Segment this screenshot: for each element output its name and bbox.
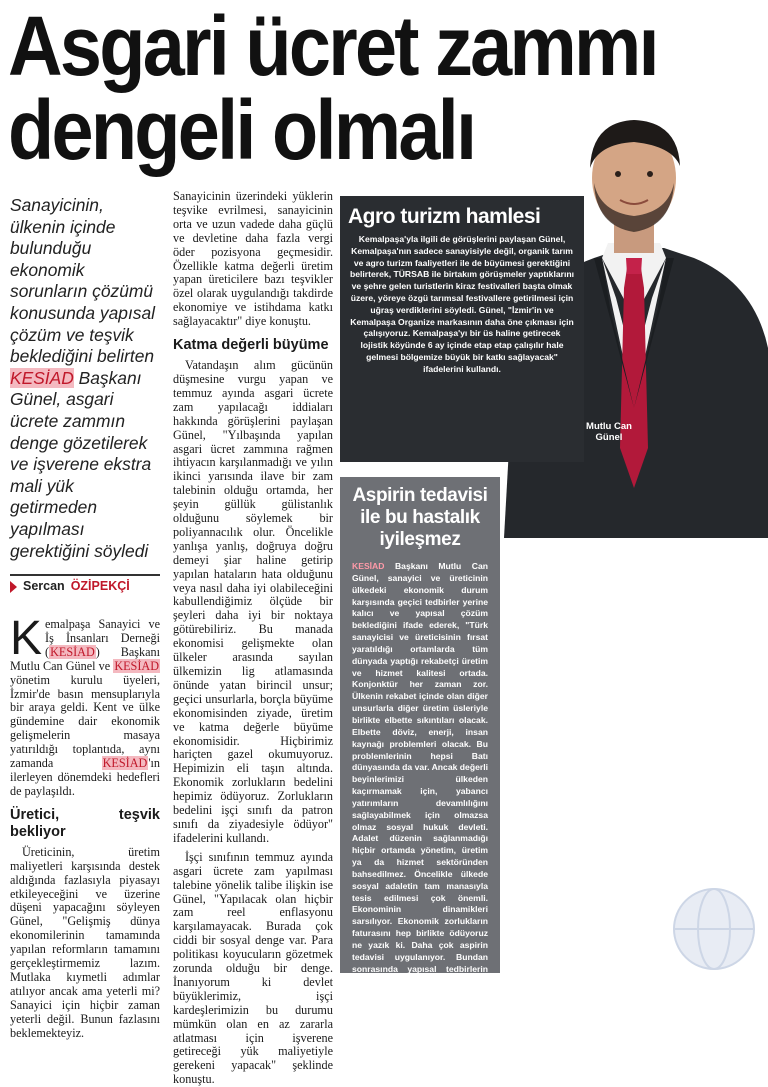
kesiad-highlight: KESİAD <box>10 367 74 388</box>
body-paragraph: Vatandaşın alım gücünün düşmesine vurgu yapan ve temmuz ayında asgari ücrete zam yapılacağı iddiaları hakkında görüşlerini paylaşan Günel, "Yılbaşında yapılan asgari ücret zammına rağmen ihtiyacın karşılanmadığı ve yılın ikinci yarısında ilave bir zam talebinin olduğu ortamda, her şeyin güllük gülistanlık olduğunu söylemek bir poliyannacılık olur. Öncelikle yanlışa yanlış, doğruya doğru demeyi şiar haline getirip yapılan hataların hata olduğunu veya nasıl daha iyi olabileceğini kabullendiğimiz ölçüde bir şeyleri daha iyi bir noktaya götürebiliriz. Bu manada ekonomisi gelişmekte olan ülkeler arasında sayılan ülkemizin lig atlamasında önünde yatan birincil unsur; geçici unsurlarla, borçla büyüme ekonomisinden ziyade, üretim ve katma değerle büyüme ekonomisidir. Hiçbirimiz hariçten gazel okumuyoruz. Hepimizin eli taşın altında. Ekonomik zorlukların bedelini hepimiz ödüyoruz. Zorlukların bedelini işçi sınıfı da patron sınıfı da ziyadesiyle ödüyor" ifadelerini kullandı. <box>173 358 333 845</box>
globe-watermark-icon <box>666 884 762 974</box>
headline-line-1: Asgari ücret zammı <box>8 0 657 93</box>
agro-box-body: Kemalpaşa'yla ilgili de görüşlerini paylaşan Günel, Kemalpaşa'nın sadece sanayisiyle değil, organik tarım ve agro turizm faaliyetleri ile de büyümesi gerektiğini belirterek, TÜRSAB ile birtakım görüşmeler yaptıklarını ve şehre gelen turistlerin kiraz festivalleri başta olmak üzere, yöreye özgü tarımsal festivallere getirilmesi için uğraş verdiklerini söyledi. Günel, "İzmir'in ve Kemalpaşa Organize markasının daha öne çıkması için çalışıyoruz. Kemalpaşa'yı bir üs haline getirecek lojistik köyünde 6 ay içinde etap etap çalışılır hale gelmesi bölgemize büyük bir katkı sağlayacak" ifadelerini kullandı. <box>350 234 574 374</box>
headline <box>8 0 657 177</box>
article-column-1 <box>10 195 160 1040</box>
lead-text: 'ın ilerleyen dönemdeki hedefleri de paylaşıldı. <box>10 756 160 798</box>
lead-text: yönetim kurulu üyeleri, İzmir'de basın mensuplarıyla bir araya geldi. Kent ve ülke gündemine dair ekonomik gelişmelerin masaya yatırıldığı toplantıda, aynı zamanda <box>10 672 160 771</box>
body-paragraph: İşçi sınıfının temmuz ayında asgari ücrete zam yapılması talebine yönelik talibe ilişkin ise Günel, "Yapılacak olan hiçbir zam reel enflasyonu karşılamayacak. Burada çok ciddi bir sosyal denge var. Para politikası koyucuların gözetmek zorunda olduğu bir denge. İnanıyorum ki devlet büyüklerimiz, işçi kardeşlerimizin bu durumu mümkün olan en az zararla atlatması için işverene getireceği yük maliyetiyle gerekeni yapacak" şeklinde konuştu. <box>173 849 333 1087</box>
spot-text-part: Başkanı Günel, asgari ücrete zammın denge gözetilerek ve işverene ekstra mali yük getirmeden yapılması gerektiğini söyledi <box>10 367 152 561</box>
spot-text-part: Sanayicinin, ülkenin içinde bulunduğu ekonomik sorunların çözümü konusunda yapısal çözüm ve teşvik beklediğini belirten <box>10 195 156 367</box>
article-column-2 <box>173 190 333 1087</box>
lead-paragraph <box>10 612 160 799</box>
aspirin-box-body <box>340 561 500 999</box>
lead-text: ) Başkanı Mutlu Can Günel ve <box>10 644 160 673</box>
kesiad-highlight: KESİAD <box>114 658 159 673</box>
drop-cap: K <box>10 612 43 665</box>
subhead-katma: Katma değerli büyüme <box>173 337 329 354</box>
aspirin-box-title: Aspirin tedavisi ile bu hastalık iyileşmez <box>352 485 488 550</box>
aspirin-body-text: Başkanı Mutlu Can Günel, sanayici ve üreticinin ülkedeki ekonomik durum karşısında geçici tedbirler yerine kalıcı ve yapısal çözüm beklediğini ifade ederek, "Türk sanayicisi ve üreticisinin fırsat yaratıldığı ortamlarda tüm dünyada yaptığı rekabetçi üretim ve hizmet kalitesi ortada. Konjonktür her zaman zor. Ülkenin rekabet içinde olan diğer unsurlarla diğer üretim üsleriyle birlikte elbette sıkıntıları olacak. Elbette döviz, enerji, insan kaynağı problemleri olacak. Bu problemlerinin hepsi Batı dünyasında da var. Ancak değerli beyinlerimizi ülkeden kaçırmamak için, yabancı yatırımların devamlılığını sağlayabilmek için olmazsa olmaz sosyal hukuk devleti. Adalet düzenin sağlanmadığı hiçbir ortamda yönetim, üretim ya da hizmet sektöründen bahsedilmez. Öncelikle ülkede sosyal adaletin tam manasıyla tesis edilmesi çok önemli. Ekonominin dinamikleri sarsılıyor. Ekonomik zorlukların faturasını hep birlikte ödüyoruz ne yazık ki. Daha çok aspirin tedavisi uygulanıyor. Bundan sonrasında yapısal tedbirlerin alınması gerekiyor. Hastalığın iyileştirilmesi gerekiyor" dedi. <box>352 561 488 998</box>
agro-box-title: Agro turizm hamlesi <box>348 205 541 228</box>
aspirin-box <box>340 477 500 998</box>
kesiad-highlight: KESİAD <box>102 756 148 771</box>
kesiad-highlight: KESİAD <box>352 561 385 571</box>
body-paragraph: Üreticinin, üretim maliyetleri karşısında destek aldığında fazlasıyla piyasayı etkileyeceğini ve üzerine düşeni yapacağını söyleyen Günel, "Gelişmiş dünya ekonomilerinin tamamında yapılan reformların tamamını gerçekleştirmemiz lazım. Mutlaka kıymetli adımlar atılıyor ancak ama yeterli mi? Sanayici için hiçbir zaman yeterli değil. Bunun fazlasını beklemekteyiz. <box>10 844 160 1040</box>
author-last-name: ÖZİPEKÇİ <box>70 579 130 594</box>
subhead-uretici: Üretici, teşvik bekliyor <box>10 806 160 840</box>
byline-arrow-icon <box>10 581 17 593</box>
caption-line-2: Günel <box>595 432 623 443</box>
lead-text: emalpaşa Sanayici ve İş İnsanları Derneği ( <box>45 617 160 659</box>
caption-line-1: Mutlu Can <box>586 421 632 432</box>
spot-text <box>10 195 160 562</box>
headline-line-2: dengeli olmalı <box>8 83 475 177</box>
byline <box>10 574 160 594</box>
kesiad-highlight: KESİAD <box>50 644 95 659</box>
agro-turizm-box <box>340 196 584 462</box>
author-first-name: Sercan <box>23 579 65 594</box>
body-paragraph: Sanayicinin üzerindeki yüklerin teşvike evrilmesi, sanayicinin orta ve uzun vadede daha güçlü ve devletine daha fazla vergi öder pozisyona geçmesidir. Özellikle katma değerli üretim yapan üreticilere bazı teşvikler özel olarak uygulandığı takdirde ekonomiye ve istihdama katkı sağlayacaktır" diye konuştu. <box>173 189 333 329</box>
photo-caption <box>574 421 644 443</box>
